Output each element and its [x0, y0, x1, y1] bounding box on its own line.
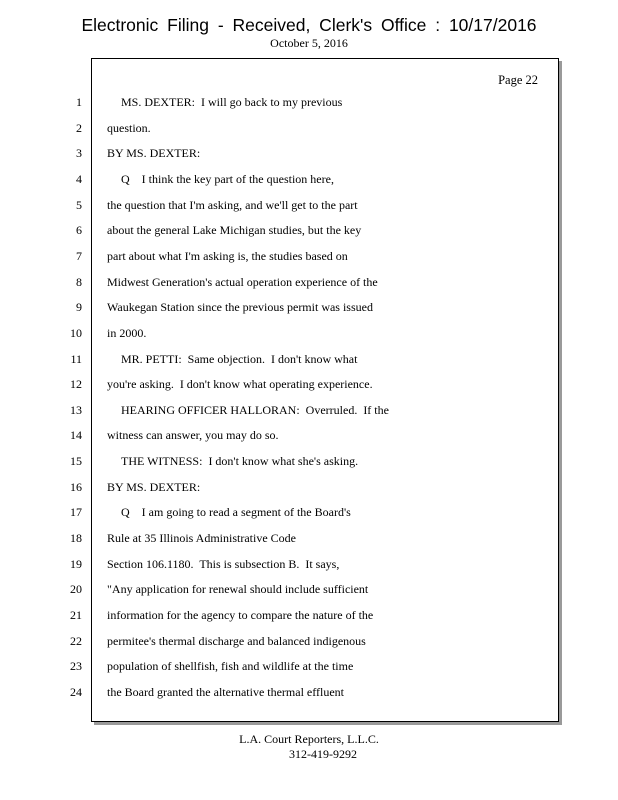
transcript-line	[62, 326, 618, 342]
line-text: THE WITNESS: I don't know what she's asking.	[121, 454, 359, 469]
line-number: 2	[76, 120, 82, 135]
line-number: 20	[70, 582, 82, 597]
line-number: 24	[70, 684, 82, 699]
filing-stamp: Electronic Filing - Received, Clerk's Office : 10/17/2016	[81, 15, 537, 35]
line-text: MR. PETTI: Same objection. I don't know what	[121, 351, 358, 366]
line-text: permitee's thermal discharge and balanced indigenous	[107, 633, 366, 648]
reporter-phone: 312-419-9292	[289, 747, 357, 761]
line-text: part about what I'm asking is, the studies based on	[107, 248, 348, 263]
line-text: information for the agency to compare the nature of the	[107, 608, 374, 622]
line-number: 8	[76, 274, 82, 289]
transcript-line	[62, 172, 618, 188]
line-number: 17	[70, 505, 82, 520]
line-number: 12	[70, 377, 82, 392]
transcript-line	[62, 95, 618, 111]
line-number: 6	[76, 223, 82, 238]
transcript-line	[62, 557, 618, 573]
line-number: 11	[70, 351, 82, 366]
transcript-line	[62, 480, 618, 496]
transcript-line	[62, 608, 618, 624]
transcript-line	[62, 249, 618, 265]
transcript-line	[62, 505, 618, 521]
reporter-company: L.A. Court Reporters, L.L.C.	[239, 732, 379, 746]
transcript-line	[62, 223, 618, 239]
line-text: you're asking. I don't know what operating experience.	[107, 377, 373, 392]
line-number: 23	[70, 659, 82, 674]
transcript-line	[62, 275, 618, 291]
line-text: BY MS. DEXTER:	[107, 146, 201, 161]
line-text: Waukegan Station since the previous permit was issued	[107, 300, 373, 315]
line-text: HEARING OFFICER HALLORAN: Overruled. If the	[121, 402, 389, 417]
transcript-date: October 5, 2016	[270, 36, 348, 50]
transcript-line	[62, 634, 618, 650]
line-text: the Board granted the alternative thermal effluent	[107, 684, 345, 699]
line-number: 1	[76, 95, 82, 109]
transcript-line	[62, 146, 618, 162]
transcript-line	[62, 403, 618, 419]
line-text: question.	[107, 120, 151, 135]
transcript-line	[62, 121, 618, 137]
transcript-line	[62, 531, 618, 547]
line-number: 4	[76, 171, 82, 186]
transcript-line	[62, 659, 618, 675]
transcript-line	[62, 352, 618, 368]
line-text: Q I am going to read a segment of the Board's	[121, 505, 351, 520]
line-text: witness can answer, you may do so.	[107, 428, 279, 443]
line-number: 7	[76, 248, 82, 263]
transcript-line	[62, 685, 618, 701]
line-number: 13	[70, 402, 82, 417]
line-number: 9	[76, 300, 82, 315]
line-text: MS. DEXTER: I will go back to my previous	[121, 95, 343, 109]
transcript-line	[62, 428, 618, 444]
line-number: 18	[70, 531, 82, 546]
line-number: 21	[70, 608, 82, 622]
line-text: about the general Lake Michigan studies, but the key	[107, 223, 362, 238]
line-text: "Any application for renewal should include sufficient	[107, 582, 369, 597]
line-text: Q I think the key part of the question here,	[121, 171, 334, 186]
transcript-line	[62, 300, 618, 316]
line-text: Rule at 35 Illinois Administrative Code	[107, 531, 296, 546]
transcript-line	[62, 377, 618, 393]
footer	[0, 732, 618, 762]
line-number: 5	[76, 197, 82, 212]
line-text: Midwest Generation's actual operation experience of the	[107, 274, 378, 289]
line-number: 15	[70, 454, 82, 469]
transcript-line	[62, 582, 618, 598]
line-number: 16	[70, 479, 82, 494]
line-number: 14	[70, 428, 82, 443]
line-text: BY MS. DEXTER:	[107, 479, 201, 494]
line-text: Section 106.1180. This is subsection B. It says,	[107, 556, 340, 571]
line-number: 19	[70, 556, 82, 571]
line-text: the question that I'm asking, and we'll get to the part	[107, 197, 358, 212]
transcript-line	[62, 454, 618, 470]
transcript-line	[62, 198, 618, 214]
line-text: in 2000.	[107, 325, 147, 340]
line-text: population of shellfish, fish and wildlife at the time	[107, 659, 354, 674]
line-number: 10	[70, 325, 82, 340]
page-number: Page 22	[498, 73, 538, 87]
line-number: 22	[70, 633, 82, 648]
line-number: 3	[76, 146, 82, 161]
